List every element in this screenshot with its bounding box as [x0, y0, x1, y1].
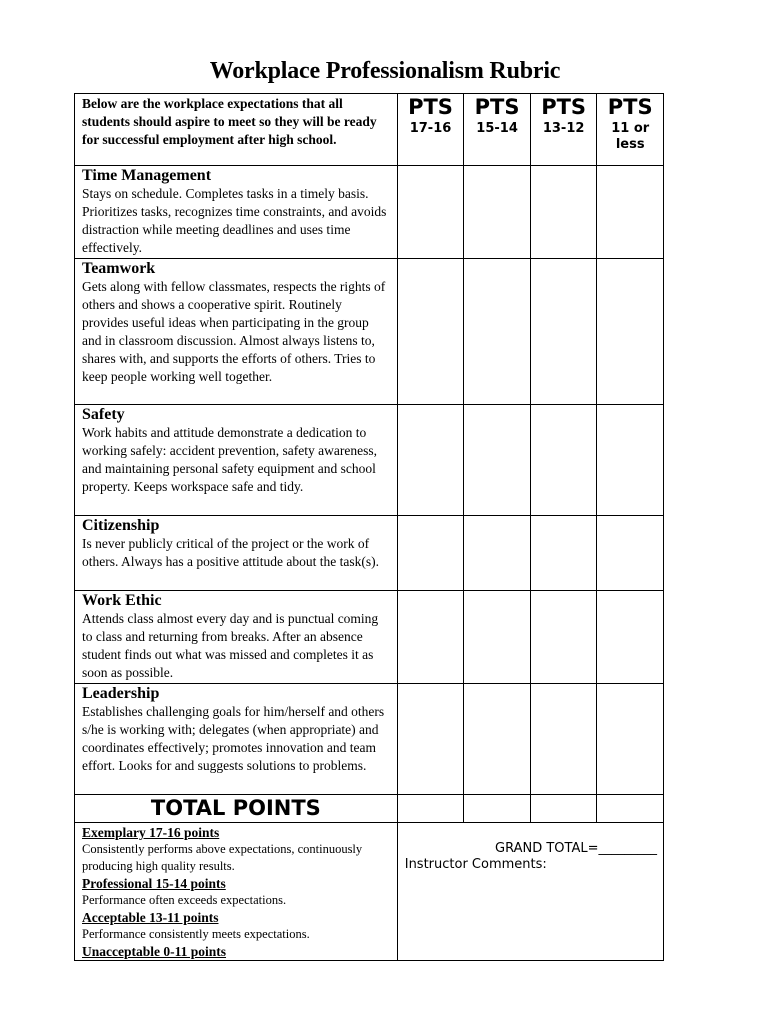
criterion-cell — [75, 591, 398, 684]
score-cell[interactable] — [530, 684, 597, 795]
criterion-cell — [75, 405, 398, 516]
criterion-description: Stays on schedule. Completes tasks in a timely basis. Prioritizes tasks, recognizes time constraints, and avoids distraction while meeting deadlines and uses time effectively. — [82, 186, 387, 255]
criterion-row — [75, 591, 664, 684]
pts-column-header — [397, 94, 464, 166]
page-title: Workplace Professionalism Rubric — [209, 58, 561, 84]
score-cell[interactable] — [397, 405, 464, 516]
score-cell[interactable] — [530, 259, 597, 405]
score-cell[interactable] — [464, 591, 531, 684]
score-cell[interactable] — [397, 259, 464, 405]
intro-text: Below are the workplace expectations that all students should aspire to meet so they will be ready for successful employment after high school. — [75, 94, 398, 166]
grand-total-cell[interactable] — [397, 823, 663, 961]
criterion-row — [75, 166, 664, 259]
criterion-description: Work habits and attitude demonstrate a dedication to working safely: accident prevention, safety awareness, and maintaining personal safety equipment and school property. Keeps workspace safe and tidy. — [82, 425, 378, 494]
pts-label: PTS — [408, 95, 453, 119]
score-cell[interactable] — [597, 405, 664, 516]
legend-row — [75, 823, 664, 961]
total-points-label: TOTAL POINTS — [75, 795, 398, 823]
total-row — [75, 795, 664, 823]
criterion-row — [75, 684, 664, 795]
score-cell[interactable] — [597, 259, 664, 405]
score-cell[interactable] — [464, 516, 531, 591]
pts-label: PTS — [607, 95, 653, 119]
criterion-cell — [75, 166, 398, 259]
criterion-description: Attends class almost every day and is punctual coming to class and returning from breaks. After an absence student finds out what was missed and completes it as soon as possible. — [82, 611, 379, 680]
legend-level: Professional 15-14 points — [82, 876, 226, 891]
score-cell[interactable] — [530, 166, 597, 259]
score-cell[interactable] — [530, 405, 597, 516]
header-row — [75, 94, 664, 166]
criterion-description: Is never publicly critical of the project or the work of others. Always has a positive attitude about the task(s). — [82, 536, 379, 569]
instructor-comments-label: Instructor Comments: — [404, 857, 547, 872]
score-cell[interactable] — [397, 516, 464, 591]
total-score-cell[interactable] — [397, 795, 464, 823]
criterion-cell — [75, 684, 398, 795]
score-cell[interactable] — [464, 684, 531, 795]
score-cell[interactable] — [397, 166, 464, 259]
criterion-row — [75, 405, 664, 516]
score-cell[interactable] — [397, 684, 464, 795]
pts-range: 11 or less — [611, 121, 650, 152]
total-score-cell[interactable] — [530, 795, 597, 823]
grand-total-field: GRAND TOTAL=_________ — [495, 841, 657, 856]
criterion-name: Time Management — [82, 167, 212, 184]
score-cell[interactable] — [397, 591, 464, 684]
criterion-description: Establishes challenging goals for him/herself and others s/he is working with; delegates (when appropriate) and coordinates effectively; promotes innovation and team effort. Looks for and suggests solutions to problems. — [82, 704, 385, 773]
criterion-cell — [75, 516, 398, 591]
total-score-cell[interactable] — [464, 795, 531, 823]
criterion-description: Gets along with fellow classmates, respects the rights of others and shows a cooperative spirit. Routinely provides useful ideas when participating in the group and in classroom discussion. Almost always listens to, shares with, and supports the efforts of others. Tries to keep people working well together. — [82, 279, 386, 384]
criterion-row — [75, 516, 664, 591]
score-cell[interactable] — [597, 591, 664, 684]
score-cell[interactable] — [597, 166, 664, 259]
score-cell[interactable] — [464, 405, 531, 516]
score-cell[interactable] — [530, 516, 597, 591]
criterion-name: Safety — [82, 406, 125, 423]
legend-text: Performance consistently meets expectations. — [82, 927, 310, 941]
legend-level: Exemplary 17-16 points — [82, 825, 220, 840]
score-cell[interactable] — [530, 591, 597, 684]
pts-column-header — [464, 94, 531, 166]
pts-range: 13-12 — [542, 121, 585, 136]
pts-label: PTS — [541, 95, 587, 119]
pts-column-header — [530, 94, 597, 166]
score-cell[interactable] — [597, 684, 664, 795]
criterion-name: Work Ethic — [82, 592, 162, 609]
scoring-legend — [75, 823, 398, 961]
criterion-name: Teamwork — [82, 260, 156, 277]
criterion-row — [75, 259, 664, 405]
legend-text: Consistently performs above expectations, continuously producing high quality results. — [82, 842, 363, 873]
rubric-table — [74, 93, 664, 961]
pts-range: 17-16 — [409, 121, 452, 136]
criterion-cell — [75, 259, 398, 405]
pts-column-header — [597, 94, 664, 166]
pts-range: 15-14 — [476, 121, 518, 136]
legend-level: Acceptable 13-11 points — [82, 910, 219, 925]
pts-label: PTS — [474, 95, 520, 119]
total-score-cell[interactable] — [597, 795, 664, 823]
legend-level: Unacceptable 0-11 points — [82, 944, 227, 959]
score-cell[interactable] — [464, 259, 531, 405]
score-cell[interactable] — [597, 516, 664, 591]
score-cell[interactable] — [464, 166, 531, 259]
criterion-name: Leadership — [82, 685, 160, 702]
criterion-name: Citizenship — [82, 517, 160, 534]
legend-text: Performance often exceeds expectations. — [82, 893, 287, 907]
